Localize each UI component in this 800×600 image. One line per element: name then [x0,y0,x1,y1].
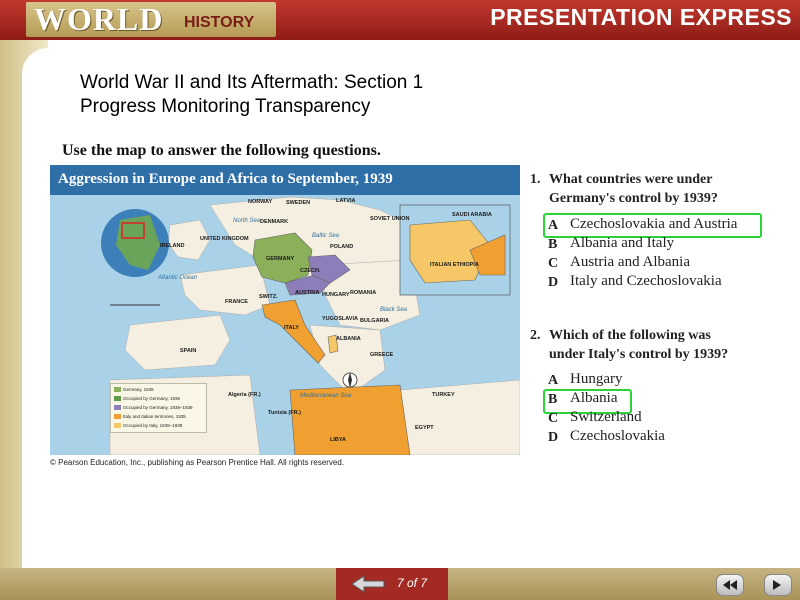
map-label-med-sea: Mediterranean Sea [300,393,352,399]
q2-option-c-letter: C [548,411,559,426]
map-label-tunisia: Tunisia (FR.) [268,410,301,416]
q1-option-c-text[interactable]: Austria and Albania [570,254,690,270]
instruction-text: Use the map to answer the following questions. [62,142,381,159]
map-label-bulgaria: BULGARIA [360,318,390,324]
q1-option-c-letter: C [548,256,559,271]
map-label-spain: SPAIN [180,348,197,354]
map-label-albania: ALBANIA [336,336,361,342]
q1-option-b-letter: B [548,237,558,252]
question-1-line1: What countries were under [549,172,713,187]
map-label-ireland: IRELAND [160,243,185,249]
slide-title-line1: World War II and Its Aftermath: Section 1 [80,72,424,93]
rewind-icon [722,579,738,591]
legend-item: Occupied by Italy, 1935–1939 [114,423,182,428]
q2-option-b-text[interactable]: Albania [570,390,618,406]
q2-option-d-letter: D [548,430,559,445]
legend-swatch [114,387,121,392]
q1-option-b-text[interactable]: Albania and Italy [570,235,675,251]
copyright-text: © Pearson Education, Inc., publishing as Pearson Prentice Hall. All rights reserved. [50,458,345,467]
app-header [0,0,800,40]
page-indicator: 7 of 7 [397,576,428,590]
rewind-button[interactable] [716,574,744,596]
map-label-hungary: HUNGARY [322,292,350,298]
map-label-romania: ROMANIA [350,290,377,296]
forward-button[interactable] [764,574,792,596]
brand-history-text: HISTORY [184,14,255,31]
legend-item: Occupied by Germany, 1936 [114,396,180,401]
map-label-turkey: TURKEY [432,392,455,398]
map-label-black-sea: Black Sea [380,307,408,313]
q2-option-a-letter: A [548,373,559,388]
q2-option-a-text[interactable]: Hungary [570,371,623,387]
map-label-algeria: Algeria (FR.) [228,392,261,398]
question-2-number: 2. [530,328,541,343]
q1-option-d-text[interactable]: Italy and Czechoslovakia [570,273,722,289]
q1-option-a-text[interactable]: Czechoslovakia and Austria [570,216,738,232]
map-label-france: FRANCE [225,299,248,305]
brand-world-text: WORLD [34,1,164,37]
back-arrow-icon[interactable] [350,575,386,593]
q1-option-a-letter: A [548,218,559,233]
q2-option-c-text[interactable]: Switzerland [570,409,642,425]
map-label-north-sea: North Sea [233,218,261,224]
product-title: PRESENTATION EXPRESS [490,4,792,30]
map-label-ethiopia: ITALIAN ETHIOPIA [430,262,479,268]
map-label-denmark: DENMARK [260,219,289,225]
question-2-line2: under Italy's control by 1939? [549,347,729,362]
legend-item: Germany, 1935 [114,387,154,392]
legend-swatch [114,423,121,428]
map-label-norway: NORWAY [248,199,273,205]
map-label-united-kingdom: UNITED KINGDOM [200,236,249,242]
legend-swatch [114,396,121,401]
map-label-atlantic: Atlantic Ocean [158,275,198,281]
map-label-czech: CZECH. [300,268,321,274]
legend-item: Italy and Italian territories, 1935 [114,414,186,419]
map-label-italy: ITALY [284,325,299,331]
map-label-austria: AUSTRIA [295,290,320,296]
map-label-greece: GREECE [370,352,394,358]
legend-swatch [114,405,121,410]
map-label-latvia: LATVIA [336,198,356,204]
map-label-saudi: SAUDI ARABIA [452,212,492,218]
map-label-germany: GERMANY [266,256,295,262]
q2-option-b-letter: B [548,392,558,407]
map-label-soviet-union: SOVIET UNION [370,216,410,222]
legend-item: Occupied by Germany, 1938–1939 [114,405,192,410]
map-label-switz: SWITZ. [259,294,278,300]
q2-option-d-text[interactable]: Czechoslovakia [570,428,665,444]
map-label-libya: LIBYA [330,437,346,443]
map-title: Aggression in Europe and Africa to September, 1939 [58,171,393,187]
question-2-line1: Which of the following was [549,328,711,343]
map-label-yugoslavia: YUGOSLAVIA [322,316,358,322]
q1-option-d-letter: D [548,275,559,290]
forward-icon [770,579,784,591]
question-1-line2: Germany's control by 1939? [549,191,718,206]
question-1-number: 1. [530,172,541,187]
legend-swatch [114,414,121,419]
map-label-baltic-sea: Baltic Sea [312,233,340,239]
map-label-poland: POLAND [330,244,354,250]
slide-title-line2: Progress Monitoring Transparency [80,96,371,117]
map-label-egypt: EGYPT [415,425,434,431]
map-label-sweden: SWEDEN [286,200,311,206]
map-legend [110,383,207,433]
